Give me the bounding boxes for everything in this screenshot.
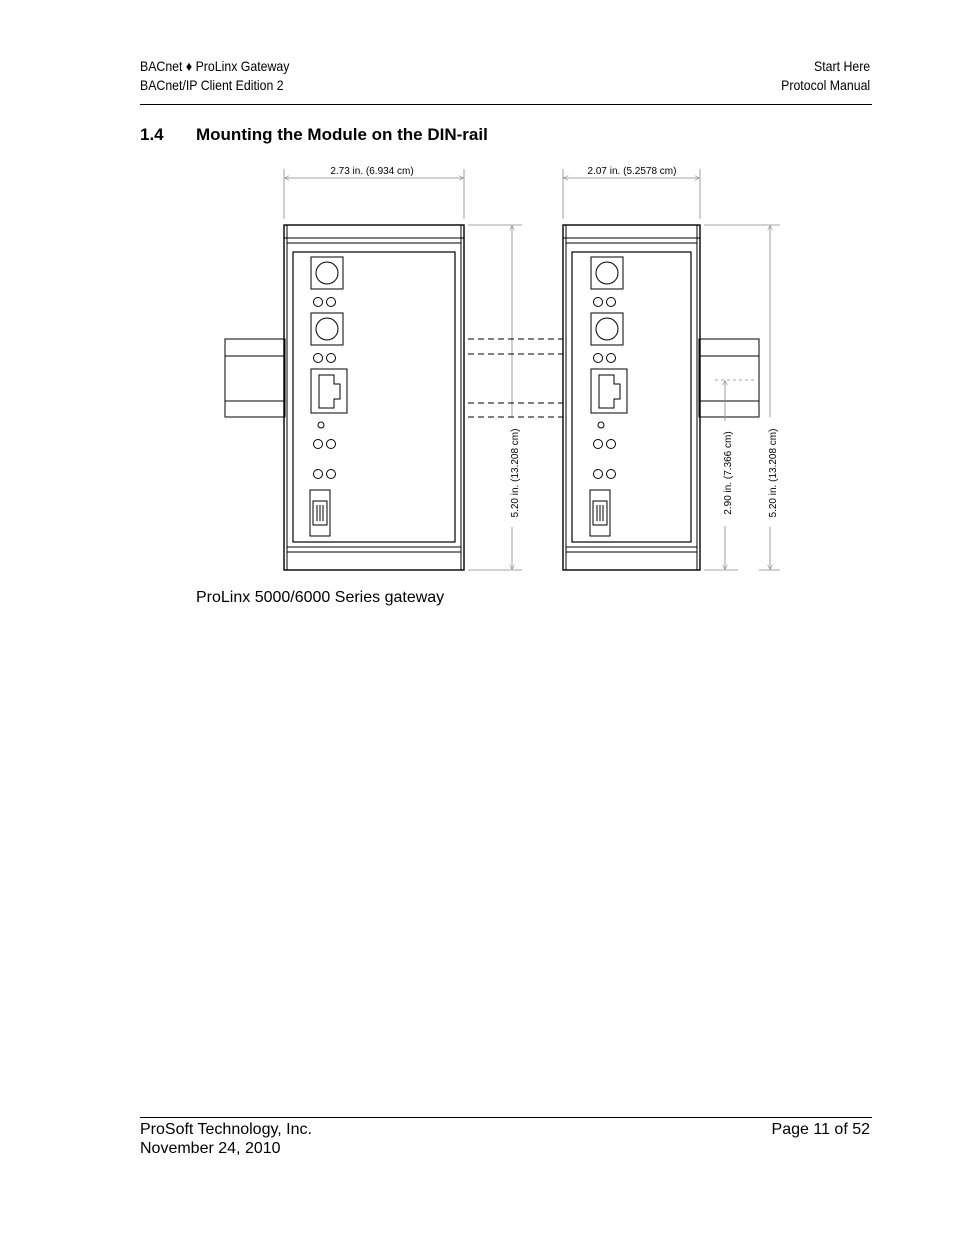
running-footer-left [140, 1120, 312, 1158]
ethernet-port-icon [311, 369, 347, 413]
side-height-label: 5.20 in. (13.208 cm) [768, 428, 779, 518]
din-rail-left [225, 339, 285, 417]
header-manual-type: Protocol Manual [780, 77, 870, 93]
rail-alignment-lines [468, 339, 563, 417]
footer-company: ProSoft Technology, Inc. [140, 1121, 312, 1138]
section-heading [140, 125, 488, 145]
header-divider [140, 104, 872, 105]
page-number: Page 11 of 52 [771, 1121, 870, 1138]
din-rail-dimension-drawing [218, 155, 788, 580]
footer-divider [140, 1117, 872, 1118]
side-housing [563, 225, 700, 570]
header-product-line: BACnet ♦ ProLinx Gateway [140, 58, 290, 74]
section-number: 1.4 [140, 125, 164, 144]
rail-height-label: 2.90 in. (7.366 cm) [723, 431, 734, 515]
running-header-right [781, 57, 870, 95]
figure-caption: ProLinx 5000/6000 Series gateway [196, 589, 445, 606]
footer-date: November 24, 2010 [140, 1140, 281, 1157]
din-rail-right [699, 339, 759, 417]
front-width-label: 2.73 in. (6.934 cm) [330, 166, 414, 177]
running-footer-right [772, 1120, 870, 1139]
side-width-label: 2.07 in. (5.2578 cm) [587, 166, 677, 177]
running-header-left [140, 57, 289, 95]
header-section-name: Start Here [813, 58, 870, 74]
header-edition: BACnet/IP Client Edition 2 [140, 77, 284, 93]
front-view [225, 225, 464, 570]
section-title: Mounting the Module on the DIN-rail [196, 125, 488, 144]
front-height-label: 5.20 in. (13.208 cm) [510, 428, 521, 518]
front-panel [293, 252, 455, 542]
